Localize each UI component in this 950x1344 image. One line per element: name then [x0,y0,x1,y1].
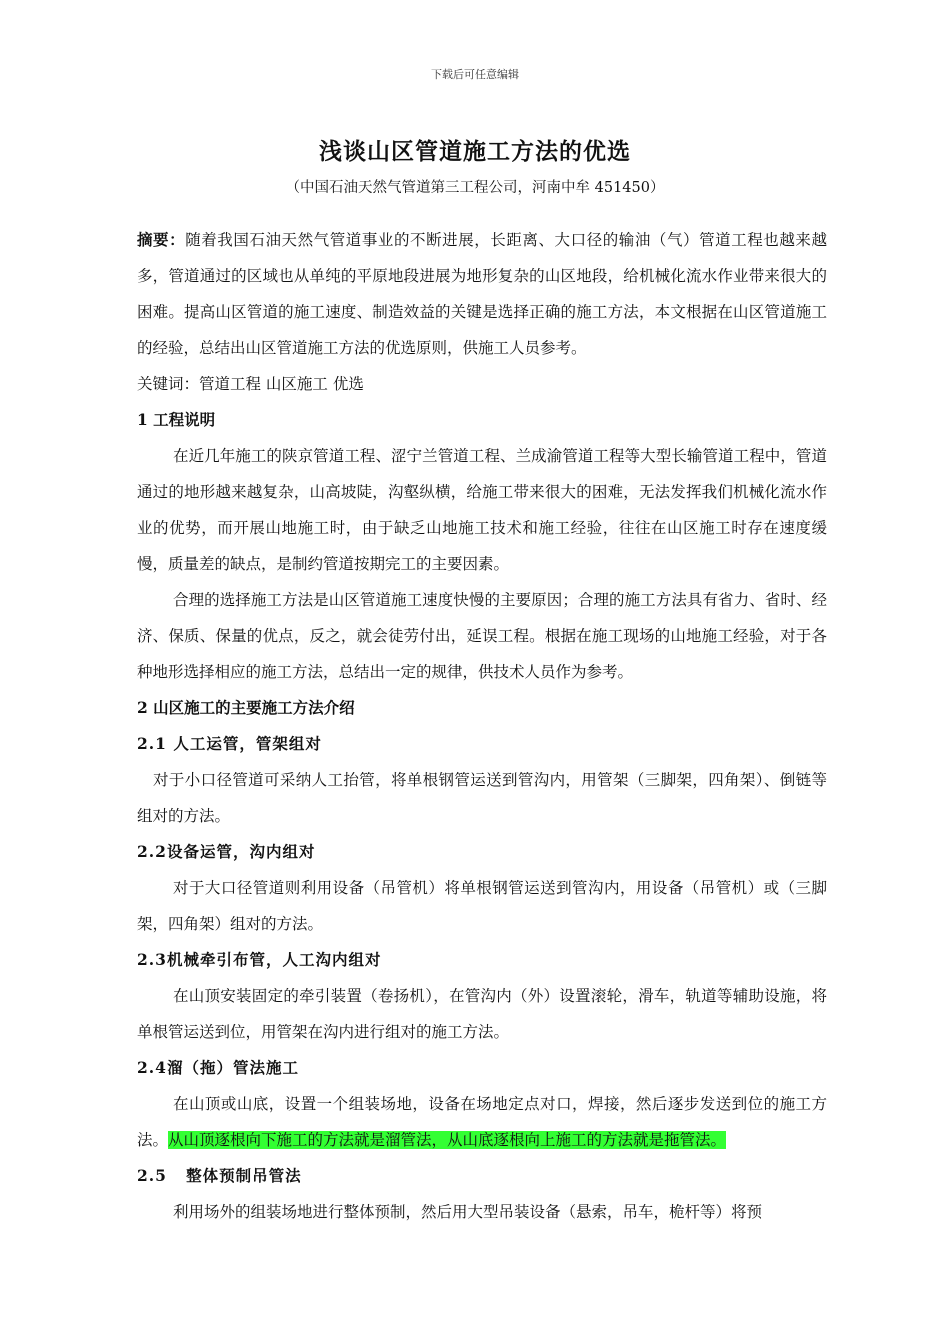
section-1-paragraph-2: 合理的选择施工方法是山区管道施工速度快慢的主要原因；合理的施工方法具有省力、省时、经济、保质、保量的优点，反之，就会徒劳付出，延误工程。根据在施工现场的山地施工经验，对于各种地形选择相应的施工方法，总结出一定的规律，供技术人员作为参考。 [137,591,827,681]
highlighted-text: 从山顶逐根向下施工的方法就是溜管法，从山底逐根向上施工的方法就是拖管法。 [168,1131,727,1149]
section-2-2-heading: 2.2设备运管，沟内组对 [137,842,316,861]
section-2-4-text [137,1086,827,1158]
section-1-heading: 1 工程说明 [137,410,216,429]
section-2-5-heading: 2.5 整体预制吊管法 [137,1166,302,1185]
document-body [137,222,827,1230]
abstract-text: 随着我国石油天然气管道事业的不断进展，长距离、大口径的输油（气）管道工程也越来越多，管道通过的区域也从单纯的平原地段进展为地形复杂的山区地段，给机械化流水作业带来很大的困难。提高山区管道的施工速度、制造效益的关键是选择正确的施工方法，本文根据在山区管道施工的经验，总结出山区管道施工方法的优选原则，供施工人员参考。 [137,231,827,357]
section-2-5-text: 利用场外的组装场地进行整体预制，然后用大型吊装设备（悬索，吊车，桅杆等）将预 [173,1203,763,1221]
section-2-2-text: 对于大口径管道则利用设备（吊管机）将单根钢管运送到管沟内，用设备（吊管机）或（三脚架，四角架）组对的方法。 [137,879,827,933]
abstract-label: 摘要： [137,230,186,249]
section-2-4-text-main: 在山顶或山底，设置一个组装场地，设备在场地定点对口，焊接，然后逐步发送到位的施工方法。 [137,1095,827,1149]
affiliation: （中国石油天然气管道第三工程公司，河南中牟 451450） [285,180,665,196]
section-2-1-text: 对于小口径管道可采纳人工抬管，将单根钢管运送到管沟内，用管架（三脚架，四角架）、倒链等组对的方法。 [137,771,827,825]
abstract [137,222,827,366]
section-1-paragraph-1: 在近几年施工的陕京管道工程、涩宁兰管道工程、兰成渝管道工程等大型长输管道工程中，管道通过的地形越来越复杂，山高坡陡，沟壑纵横，给施工带来很大的困难，无法发挥我们机械化流水作业的优势，而开展山地施工时，由于缺乏山地施工技术和施工经验，往往在山区施工时存在速度缓慢，质量差的缺点，是制约管道按期完工的主要因素。 [137,447,827,573]
section-2-3-text: 在山顶安装固定的牵引装置（卷扬机），在管沟内（外）设置滚轮，滑车，轨道等辅助设施，将单根管运送到位，用管架在沟内进行组对的施工方法。 [137,987,827,1041]
section-2-1-heading: 2.1 人工运管，管架组对 [137,734,322,753]
section-2-heading: 2 山区施工的主要施工方法介绍 [137,698,355,717]
section-2-4-heading: 2.4溜（拖）管法施工 [137,1058,299,1077]
keywords: 关键词：管道工程 山区施工 优选 [137,375,364,393]
document-title: 浅谈山区管道施工方法的优选 [319,138,631,165]
header-note: 下载后可任意编辑 [431,68,519,81]
section-2-3-heading: 2.3机械牵引布管，人工沟内组对 [137,950,382,969]
